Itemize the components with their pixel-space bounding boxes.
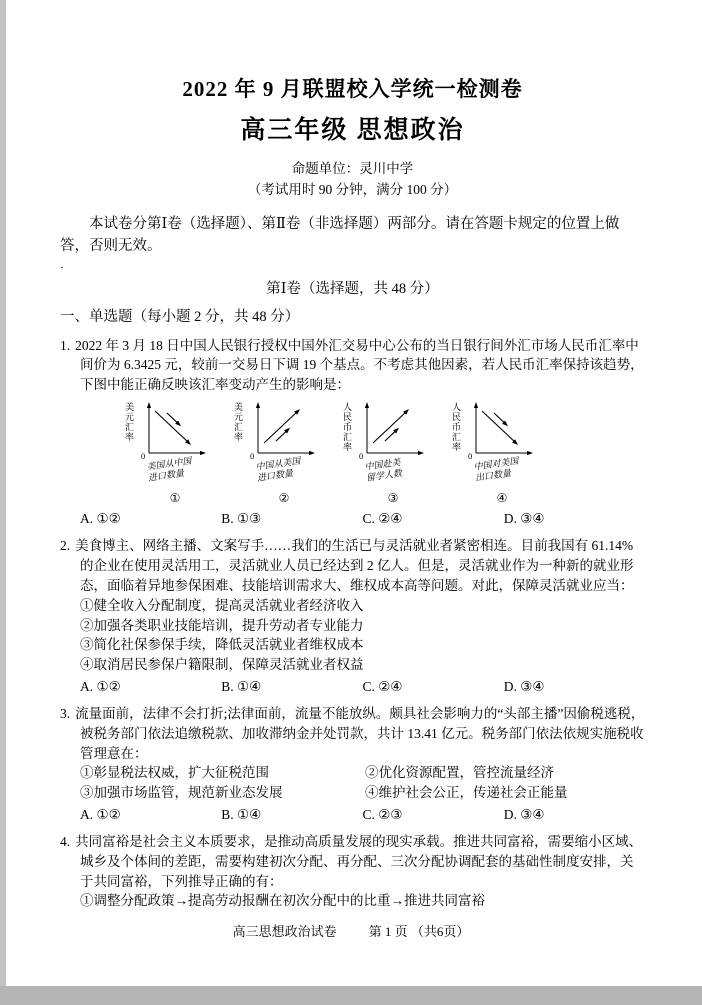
question-4-number: 4. [60,833,71,849]
option-a: A. ①② [80,511,121,527]
statement-3: ③简化社保参保手续，降低灵活就业者维权成本 [80,637,364,653]
option-b: B. ①③ [221,511,262,527]
question-2-options [80,677,645,697]
option-d: D. ③④ [503,679,545,695]
chart4-plot [464,401,536,461]
question-2-text: 2. 美食博主、网络主播、文案写手……我们的生活已与灵活就业者紧密相连。目前我国有 61.14%的企业在使用灵活用工，灵活就业人员已经达到 2 亿人。但是，灵活就业作为一种新的就业形态，面临着异地参保困难、技能培训需求大、维权成本高等问题。对此，保障灵活就业应当： [60,538,634,593]
footer-paper-name: 高三思想政治试卷 [232,924,337,939]
question-1-options [80,509,645,529]
chart3-index: ③ [387,490,399,505]
question-1-number: 1. [60,337,71,353]
exam-subtitle: 高三年级 思想政治 [240,116,465,144]
question-2-statements [80,596,645,675]
chart2-index: ② [278,490,290,505]
section1-title: 第Ⅰ卷（选择题，共 48 分） [266,280,439,297]
question-3-statements [80,763,645,803]
statement-1: ①调整分配政策→提高劳动报酬在初次分配中的比重→推进共同富裕 [80,893,485,909]
page-footer [0,922,702,941]
chart3-y-axis-label: 人民币汇率 [342,402,352,453]
question-3 [60,704,645,825]
chart1-y-axis-label: 美元汇率 [124,402,134,443]
mini-chart-4 [451,401,556,507]
mini-chart-1 [124,401,229,507]
chart4-y-axis-label: 人民币汇率 [451,402,461,453]
option-b: B. ①④ [221,807,262,823]
chart4-index: ④ [496,490,508,505]
statement-2: ②优化资源配置，管控流量经济 [365,765,554,781]
single-choice-heading: 一、单选题（每小题 2 分，共 48 分） [60,309,300,326]
statement-1: ①健全收入分配制度，提高灵活就业者经济收入 [80,597,364,613]
chart1-x-axis-label: 美国从中国 进口数量 [146,455,192,483]
question-2 [60,536,645,697]
chart1-plot [137,401,209,461]
svg-text:0: 0 [250,451,255,462]
question-4 [60,832,645,911]
question-1-text: 1. 2022 年 3 月 18 日中国人民银行授权中国外汇交易中心公布的当日银行间外汇市场人民币汇率中间价为 6.3425 元，较前一交易日下调 19 个基点。不考虑其他因素，若人民币汇率保持该趋势，下图中能正确反映该汇率变动产生的影响是： [60,337,644,393]
statement-2: ②加强各类职业技能培训，提升劳动者专业能力 [80,617,364,633]
statement-3: ③加强市场监管，规范新业态发展 [80,785,283,801]
question-3-options [80,805,645,825]
exam-setting-unit: 命题单位：灵川中学 [291,160,414,176]
statement-4: ④维护社会公正，传递社会正能量 [365,785,568,801]
chart4-x-axis-label: 中国对美国 出口数量 [473,455,519,483]
statement-1: ①彰显税法权威，扩大征税范围 [80,765,269,781]
footer-page-number: 第 1 页 （共6页） [368,924,470,939]
question-3-number: 3. [60,705,71,721]
chart3-x-axis-label: 中国赴美 留学人数 [364,457,403,483]
exam-duration-score: （考试用时 90 分钟，满分 100 分） [247,182,458,198]
option-c: C. ②④ [362,511,403,527]
question-3-text: 3. 流量面前，法律不会打折;法律面前，流量不能放纵。颇具社会影响力的“头部主播”因偷税逃税，被税务部门依法追缴税款、加收滞纳金并处罚款，共计 13.41 亿元。税务部门依法依规实施税收管理意在： [60,705,645,761]
option-c: C. ②③ [362,807,403,823]
option-c: C. ②④ [362,679,403,695]
chart2-x-axis-label: 中国从美国 进口数量 [255,455,301,483]
option-d: D. ③④ [503,511,545,527]
chart1-index: ① [169,490,181,505]
stray-dot: · [60,259,64,274]
question-1-charts [124,401,645,507]
option-a: A. ①② [80,807,121,823]
svg-text:0: 0 [468,451,473,462]
question-2-number: 2. [60,538,71,554]
exam-title: 2022 年 9 月联盟校入学统一检测卷 [182,77,523,101]
svg-text:0: 0 [141,451,146,462]
statement-4: ④取消居民参保户籍限制，保障灵活就业者权益 [80,657,364,673]
svg-text:0: 0 [359,451,364,462]
option-b: B. ①④ [221,679,262,695]
question-4-text: 4. 共同富裕是社会主义本质要求，是推动高质量发展的现实承载。推进共同富裕，需要缩小区域、城乡及个体间的差距，需要构建初次分配、再分配、三次分配协调配套的基础性制度安排，关于共同富裕，下列推导正确的有： [60,833,643,889]
question-1 [60,336,645,530]
chart3-plot [355,401,427,461]
option-a: A. ①② [80,679,121,695]
question-4-statements [80,891,645,911]
chart2-plot [246,401,318,461]
mini-chart-2 [233,401,338,507]
chart2-y-axis-label: 美元汇率 [233,402,243,443]
mini-chart-3 [342,401,447,507]
exam-instructions: 本试卷分第Ⅰ卷（选择题）、第Ⅱ卷（非选择题）两部分。请在答题卡规定的位置上做答，否则无效。 [60,216,620,254]
option-d: D. ③④ [503,807,545,823]
